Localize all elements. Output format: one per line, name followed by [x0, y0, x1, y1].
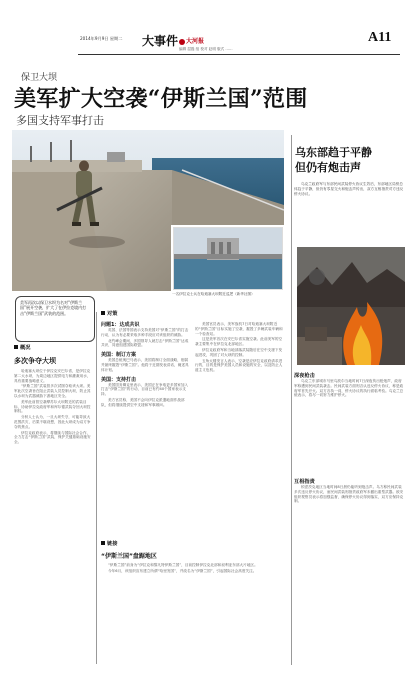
editor-credits: 编辑 屈磊 组 校对 赵明 版式 …… [179, 47, 233, 51]
newspaper-logo: 大河报 [179, 36, 204, 45]
story-paragraph: 五角大楼发言人表示，空袭是应伊拉克政府请求进行的，目的是保护美国人员和设施的安全，以及防止人道主义危机。 [195, 358, 283, 373]
column-rule-left [96, 312, 97, 664]
photo-caption: 一名伊拉克士兵在哈迪塞大坝附近巡逻（新华社图） [172, 292, 255, 296]
link-paragraph: “伊斯兰国”前身为“伊拉克和黎凡特伊斯兰国”，目前控制伊拉克北部和叙利亚东部大片地区。 [108, 563, 258, 567]
sidebar-section-title: 深夜枪击 [294, 373, 315, 379]
header-rule [78, 54, 400, 55]
section-marker-icon [14, 345, 18, 349]
left-paragraph: 哈迪塞大坝位于伊拉克安巴尔省，是伊拉克第二大水坝，为周边地区提供电力和灌溉用水，具有重要战略意义。 [14, 369, 91, 383]
middle-column [101, 310, 189, 409]
topic-tag: 美国：制订方案 [101, 352, 137, 359]
left-column [14, 344, 92, 446]
section-title: 大事件 [142, 34, 179, 48]
story-kicker: 保卫大坝 [21, 73, 58, 83]
sidebar-lead: 乌克兰政府军与东部民间武装停火协议生效后，东部地区局势总体趋于平静，但仍有零星交火和炮击声传出，双方互相指责对方违反停火协议。 [294, 182, 404, 196]
sidebar-section-text: 乌克兰东部城市马里乌波尔当地时间7日深夜传出枪炮声，政府军称遭到民间武装袭击。民间武装方面则否认违反停火协议，称是政府军首先开火。双方各执一词，停火协议的执行面临考验。乌克兰总统表示，将尽一切努力维护停火。 [294, 379, 404, 398]
link-paragraph: 今年6月，该组织宣布建立所谓“哈里发国”，并改名为“伊斯兰国”，引起国际社会高度关注。 [108, 568, 257, 573]
section-marker-icon [101, 541, 105, 545]
topic-paragraph: 北约峰会期间，多国领导人就打击“伊斯兰国”达成共识，同意组建国际联盟。 [101, 338, 189, 348]
logo-mark-icon [179, 39, 185, 45]
topic-tag: 问题1：达成共识 [101, 322, 140, 328]
topic-paragraph: 美国国务卿克里表示，美国正在争取更多国家加入打击“伊斯兰国”的行动，目前已有约40个国家表示支持。 [101, 382, 189, 397]
soldier-dam-photo [12, 130, 284, 291]
story-paragraph: 这是美军首次在安巴尔省实施空袭。此前美军的空袭主要集中在伊拉克北部地区。 [195, 337, 283, 347]
fire-illustration [297, 247, 405, 365]
sidebar-section-title: 互相指责 [294, 479, 315, 485]
middle-section-label: 对策 [101, 310, 189, 317]
topic-paragraph: 美国总统奥巴马表示，美国将制订全面战略，削弱并最终摧毁“伊斯兰国”。他将于近期发表讲话，阐述具体计划。 [101, 358, 189, 372]
section-marker-icon [101, 311, 105, 315]
topic-tag: 美国：支持打击 [101, 376, 137, 383]
fire-photo [297, 247, 405, 365]
link-block [101, 540, 287, 575]
issue-date: 2014年9月9日 星期二 [80, 36, 123, 41]
sidebar-section-text: 顿涅茨克地区当地时间8日晨仍能听到炮击声。乌方称民间武装多次违反停火协议，而民间武装则指责政府军未撤出重型武器。欧安组织观察员表示将加强监督，确保停火协议得到落实，双方应保持克制。 [294, 485, 404, 504]
left-heading: 多次争夺大坝 [14, 357, 56, 365]
link-section-label: 链接 [101, 540, 287, 547]
link-title: “伊斯兰国”盘踞地区 [101, 553, 157, 560]
right-middle-column [195, 322, 285, 374]
sidebar-section-2 [294, 478, 404, 505]
left-paragraph: “伊斯兰国”武装曾多次试图夺取该大坝。美军此次空袭旨在阻止武装人员控制大坝，防止其以水坝为武器威胁下游地区安全。 [14, 384, 91, 398]
sidebar-headline: 乌东部趋于平静 但仍有炮击声 [295, 146, 372, 174]
sidebar-section-1 [294, 372, 404, 399]
story-paragraph: 伊拉克政府军和当地部落武装随后在空中支援下发起进攻，巩固了对大坝的控制。 [195, 347, 283, 357]
story-headline: 美军扩大空袭“伊斯兰国”范围 [14, 86, 308, 112]
story-paragraph: 美国官员表示，美军战机7日对哈迪塞大坝附近的“伊斯兰国”目标实施了空袭，摧毁了多辆武装车辆和一个检查站。 [195, 322, 283, 336]
left-paragraph: 美军此前曾空袭摩苏尔大坝附近的武装目标，协助伊拉克政府军和库尔德武装夺回大坝控制权。 [14, 399, 91, 414]
pull-quote-text: 美军再次以保卫水坝为名对“伊斯兰国”展开空袭，扩大了在伊拉克境内打击“伊斯兰国”武装的范围。 [20, 300, 87, 316]
topic-paragraph: 英国、法国等国表示支持美国对“伊斯兰国”的打击行动，认为有必要采取多种手段应对该组织的威胁。 [101, 328, 189, 337]
story-subhead: 多国支持军事打击 [16, 114, 104, 127]
page-number: A11 [368, 30, 392, 45]
left-section-label: 概况 [14, 344, 92, 351]
topic-paragraph: 美方官员称，美国不会向伊拉克派遣地面作战部队，但将继续提供空中支援和军事顾问。 [101, 397, 185, 407]
photo-illustration [12, 130, 284, 291]
left-paragraph: 伊拉克政府表示，将继续与国际社会合作，全力打击“伊斯兰国”武装，保护关键基础设施安全。 [14, 430, 91, 445]
pull-quote [15, 296, 95, 342]
left-paragraph: 分析人士认为，一旦大坝失守，可能导致大范围洪灾，后果不堪设想，因此大坝成为双方争夺的焦点。 [14, 415, 91, 429]
column-rule-right [291, 135, 292, 665]
